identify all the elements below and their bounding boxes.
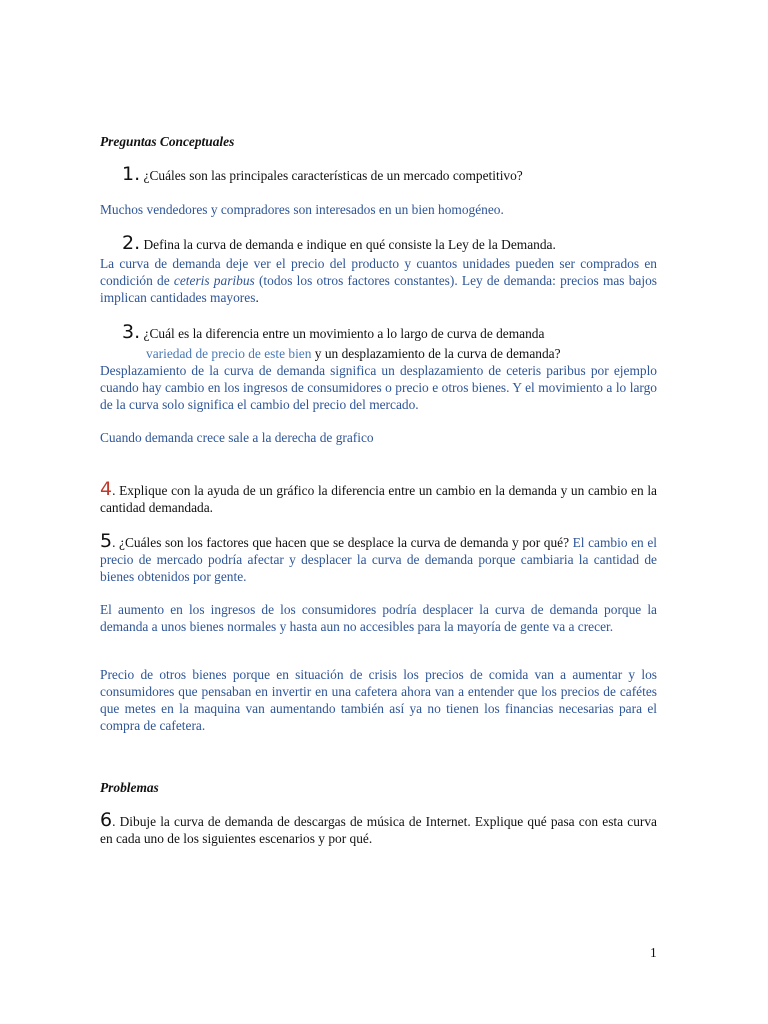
question-2-text: Defina la curva de demanda e indique en qué consiste la Ley de la Demanda. (143, 237, 556, 252)
answer-2 (100, 255, 657, 306)
answer-2-part-b: (todos los otros factores constantes). Ley de demanda: precios mas bajos implican cantidades mayores (100, 273, 658, 305)
answer-1: Muchos vendedores y compradores son interesados en un bien homogéneo. (100, 202, 504, 217)
section-heading-conceptual: Preguntas Conceptuales (100, 134, 235, 149)
answer-5: El cambio en el precio de mercado podría afectar y desplacer la curva de demanda porque cambiaria la cantidad de bienes obtenidos por gente. (100, 535, 657, 584)
question-6-number: 6 (100, 809, 113, 831)
page-number: 1 (650, 945, 657, 960)
question-4 (100, 478, 657, 516)
answer-3: Desplazamiento de la curva de demanda significa un desplazamiento de ceteris paribus por ejemplo cuando hay cambio en los ingresos de consumidores o precio e otros bienes. Y el movimiento a lo largo de la curva solo significa el cambio del precio del mercado. (100, 363, 657, 412)
question-1-number: 1. (122, 163, 141, 185)
answer-5-other-goods: Precio de otros bienes porque en situación de crisis los precios de comida van a aumentar y los consumidores que pensaban en invertir en una cafetera ahora van a entender que los precios de cafétes que metes en la maquina van aumentando también así ya no tienen los financias necesarias para el compra de cafetera. (100, 667, 657, 733)
question-3 (100, 321, 657, 343)
question-2-number: 2. (122, 232, 141, 254)
question-3-text-a: ¿Cuál es la diferencia entre un movimiento a lo largo de curva de demanda (143, 326, 545, 341)
question-6 (100, 809, 657, 847)
question-4-text: . Explique con la ayuda de un gráfico la diferencia entre un cambio en la demanda y un cambio en la cantidad demandada. (100, 483, 657, 515)
question-3-text-b: y un desplazamiento de la curva de demanda? (311, 346, 561, 361)
question-1 (100, 163, 657, 185)
question-3-number: 3. (122, 321, 141, 343)
question-3-inserted: variedad de precio de este bien (146, 346, 312, 361)
section-heading-problems: Problemas (100, 780, 159, 795)
answer-2-end: . (255, 290, 259, 305)
answer-2-part-a: La curva de demanda deje ver el precio del producto y cuantos unidades pueden ser comprados en condición de (100, 256, 657, 288)
question-1-text: ¿Cuáles son las principales características de un mercado competitivo? (143, 168, 523, 183)
question-5-number: 5 (100, 530, 113, 552)
question-3-line2 (100, 345, 657, 362)
question-2 (100, 232, 657, 254)
question-6-text: . Dibuje la curva de demanda de descargas de música de Internet. Explique qué pasa con esta curva en cada uno de los siguientes escenarios y por qué. (100, 814, 657, 846)
answer-3-extra: Cuando demanda crece sale a la derecha de grafico (100, 430, 374, 445)
question-5-text: . ¿Cuáles son los factores que hacen que se desplace la curva de demanda y por qué? (112, 535, 573, 550)
answer-2-ceteris: ceteris paribus (173, 273, 255, 288)
question-5 (100, 530, 657, 585)
answer-5-income: El aumento en los ingresos de los consumidores podría desplacer la curva de demanda porque la demanda a unos bienes normales y hasta aun no accesibles para la mayoría de gente va a crecer. (100, 602, 657, 634)
question-4-number: 4 (100, 478, 113, 500)
